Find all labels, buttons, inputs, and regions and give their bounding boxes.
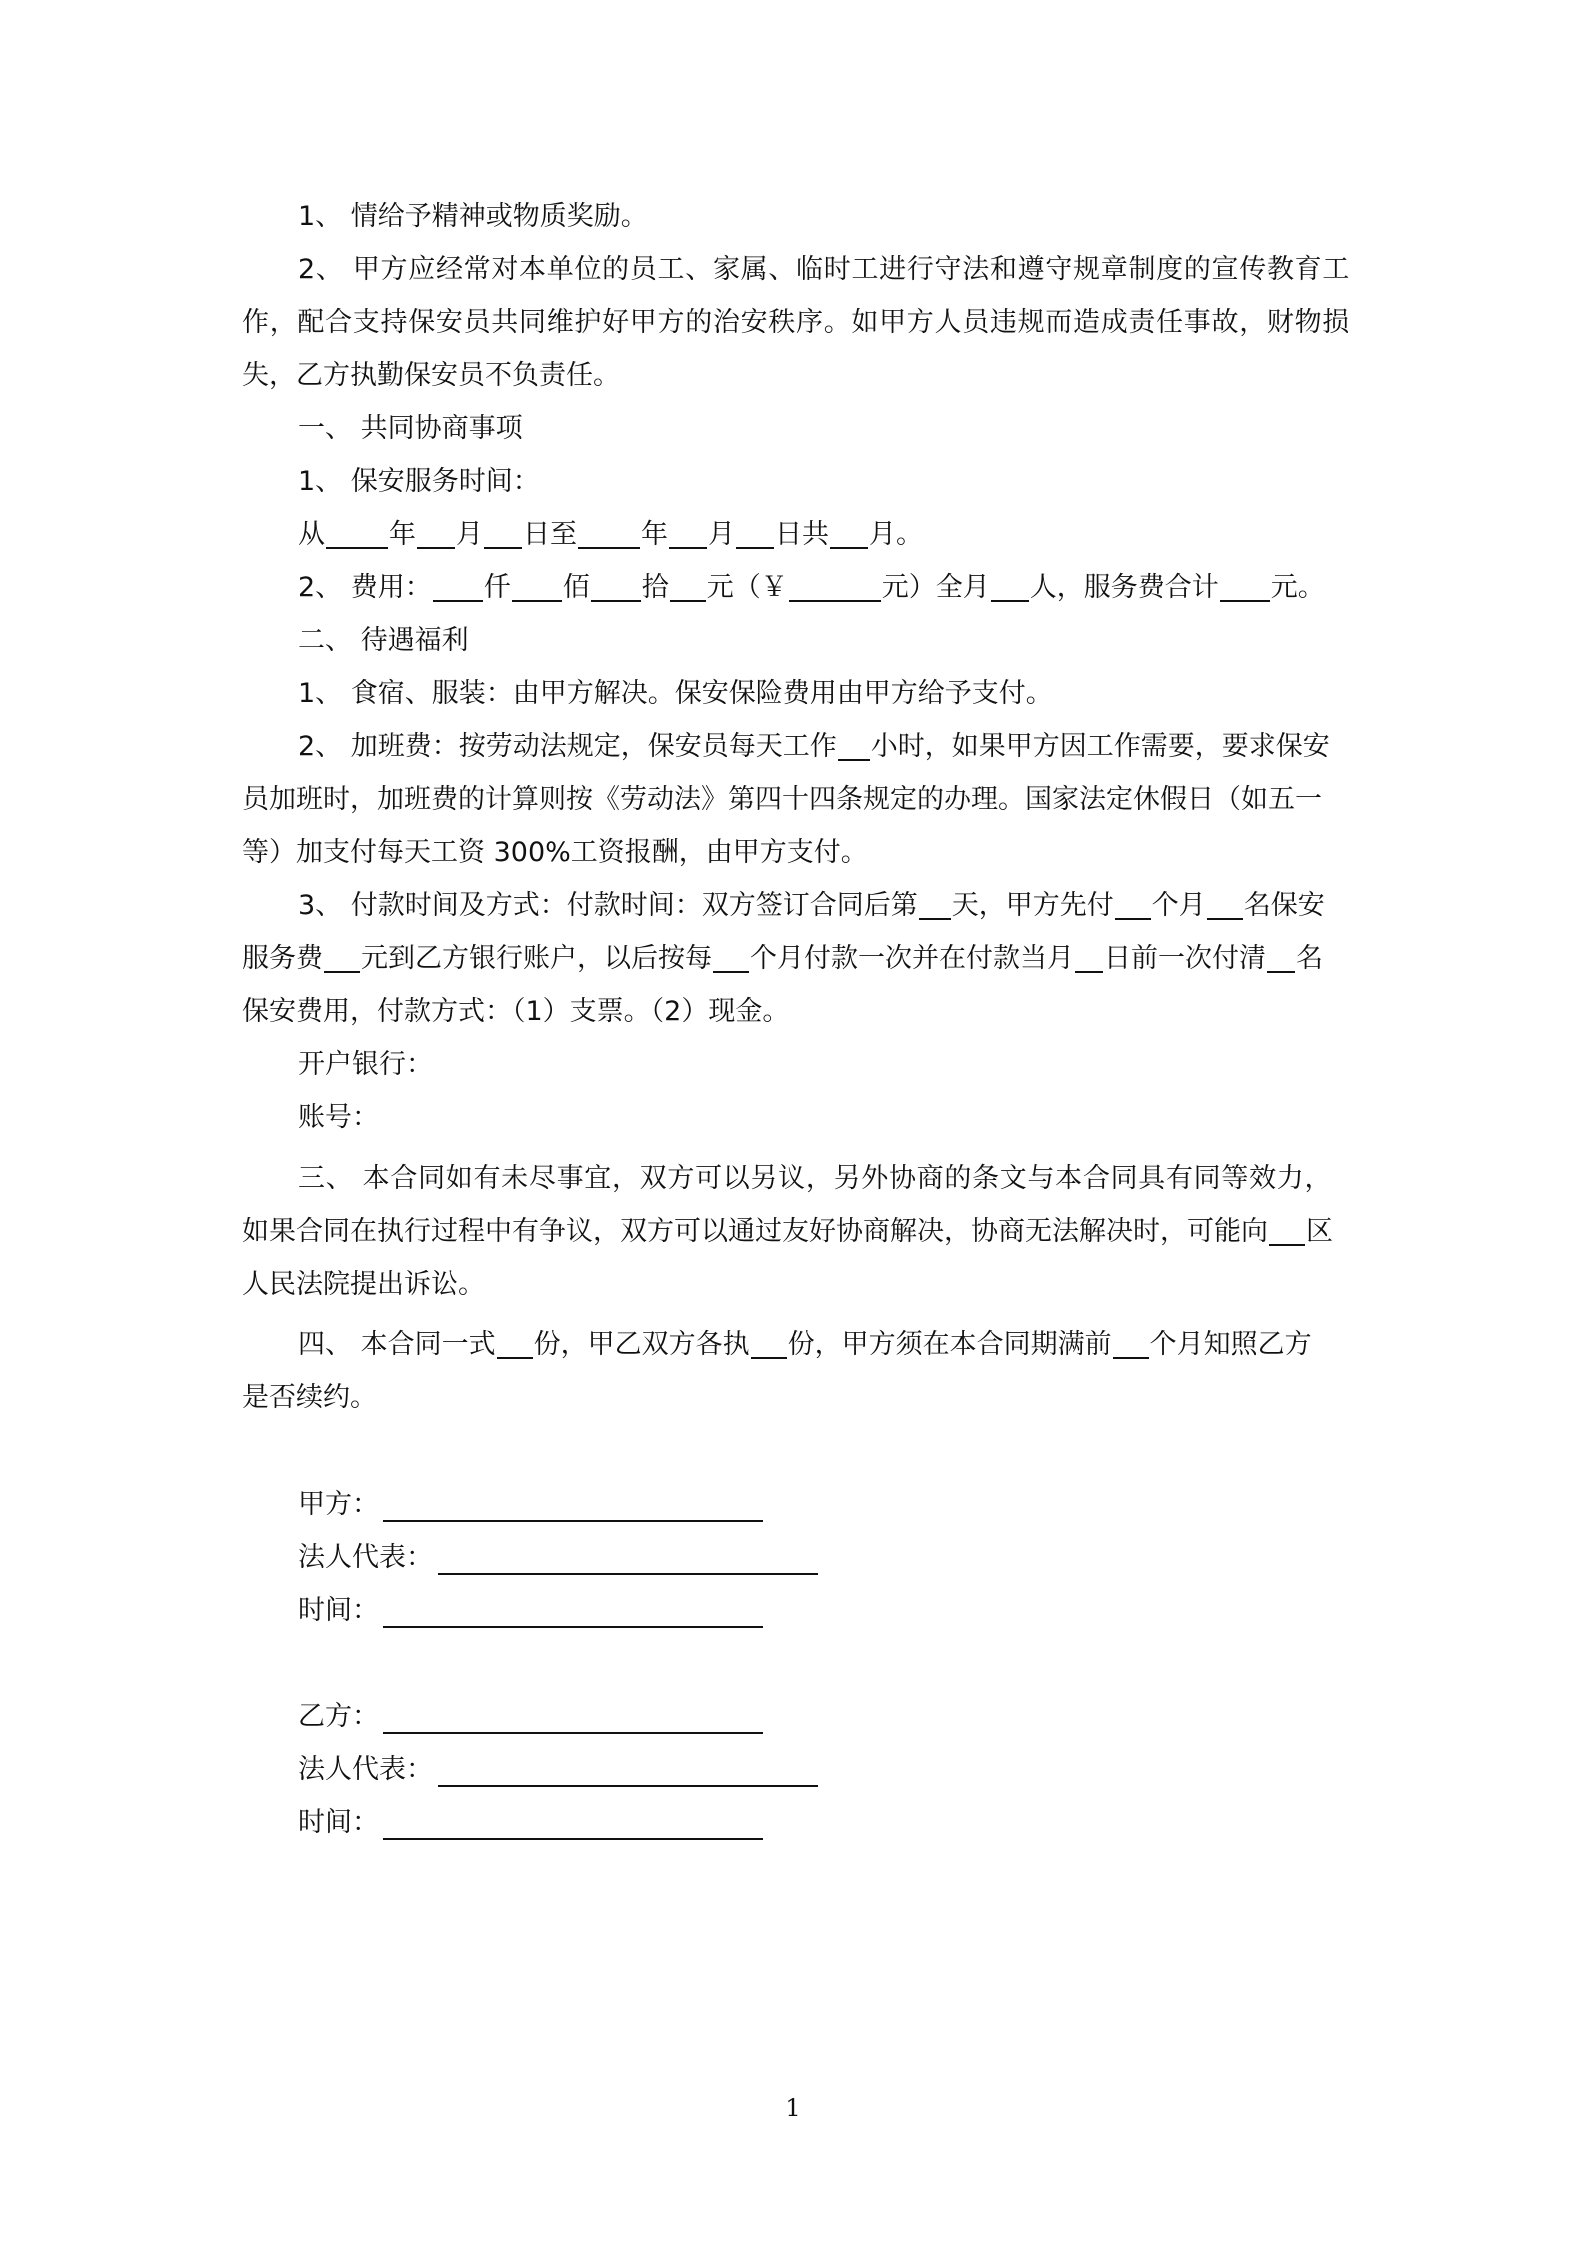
text-part: 四、 本合同一式 bbox=[298, 1329, 496, 1360]
fill-in-blank[interactable] bbox=[417, 513, 455, 549]
fill-in-text bbox=[298, 508, 923, 562]
section-heading bbox=[0, 614, 1586, 668]
fill-in-blank[interactable] bbox=[1267, 937, 1295, 973]
text-part: 佰 bbox=[562, 572, 590, 603]
fill-in-text bbox=[298, 561, 1325, 615]
text-part: 个月 bbox=[1151, 890, 1206, 921]
party-a-signature bbox=[0, 1478, 1586, 1532]
party-b-time bbox=[0, 1796, 1586, 1850]
fill-in-blank[interactable] bbox=[512, 566, 562, 602]
payment-line bbox=[0, 932, 1586, 986]
fill-in-text bbox=[242, 1205, 1333, 1259]
fill-in-text bbox=[242, 932, 1323, 986]
fill-in-text bbox=[298, 720, 1330, 774]
text-part: 拾 bbox=[641, 572, 669, 603]
text-part: 名 bbox=[1296, 943, 1323, 974]
clause-line bbox=[0, 667, 1586, 721]
text-part: 小时，如果甲方因工作需要，要求保安 bbox=[870, 731, 1330, 762]
fill-in-blank[interactable] bbox=[497, 1323, 533, 1359]
line-text: 2、 甲方应经常对本单位的员工、家属、临时工进行守法和遵守规章制度的宣传教育工 bbox=[298, 254, 1351, 285]
clause-line bbox=[0, 1152, 1586, 1206]
fill-in-blank[interactable] bbox=[433, 566, 483, 602]
service-period-line bbox=[0, 508, 1586, 562]
text-part: 服务费 bbox=[242, 943, 323, 974]
text-part: 元到乙方银行账户，以后按每 bbox=[361, 943, 712, 974]
text-part: 2、 费用： bbox=[298, 572, 432, 603]
text-part: 元）全月 bbox=[881, 572, 990, 603]
fill-in-blank[interactable] bbox=[1075, 937, 1103, 973]
party-a-representative bbox=[0, 1531, 1586, 1585]
text-part: 年 bbox=[389, 519, 416, 550]
fill-in-blank[interactable] bbox=[1113, 1323, 1149, 1359]
line-text: 人民法院提出诉讼。 bbox=[242, 1269, 485, 1300]
line-text: 保安费用，付款方式：（1）支票。（2）现金。 bbox=[242, 996, 790, 1027]
text-part: 2、 加班费：按劳动法规定，保安员每天工作 bbox=[298, 731, 837, 762]
text-part: 从 bbox=[298, 519, 325, 550]
text-part: 元（￥ bbox=[706, 572, 788, 603]
account-line bbox=[0, 1091, 1586, 1145]
party-a-signature-field[interactable] bbox=[383, 1520, 763, 1522]
clause-line bbox=[0, 190, 1586, 244]
fill-in-blank[interactable] bbox=[484, 513, 522, 549]
fill-in-blank[interactable] bbox=[919, 884, 951, 920]
text-part: 份，甲乙双方各执 bbox=[533, 1329, 750, 1360]
party-b-time-label: 时间： bbox=[298, 1807, 379, 1838]
text-part: 个月知照乙方 bbox=[1149, 1329, 1312, 1360]
text-part: 个月付款一次并在付款当月 bbox=[750, 943, 1074, 974]
line-text: 失，乙方执勤保安员不负责任。 bbox=[242, 360, 620, 391]
text-part: 年 bbox=[641, 519, 668, 550]
text-part: 日共 bbox=[775, 519, 829, 550]
line-text: 1、 食宿、服装：由甲方解决。保安保险费用由甲方给予支付。 bbox=[298, 678, 1053, 709]
clause-line bbox=[0, 349, 1586, 403]
party-b-label: 乙方： bbox=[298, 1701, 379, 1732]
fill-in-blank[interactable] bbox=[324, 937, 360, 973]
line-text: 1、 情给予精神或物质奖励。 bbox=[298, 201, 648, 232]
party-b-rep-field[interactable] bbox=[438, 1785, 818, 1787]
section-heading bbox=[0, 402, 1586, 456]
text-part: 月 bbox=[456, 519, 483, 550]
fill-in-blank[interactable] bbox=[670, 566, 706, 602]
bank-line bbox=[0, 1038, 1586, 1092]
clause-line bbox=[0, 1258, 1586, 1312]
clause-line bbox=[0, 773, 1586, 827]
fill-in-text bbox=[298, 879, 1325, 933]
fill-in-blank[interactable] bbox=[1207, 884, 1243, 920]
fee-line bbox=[0, 561, 1586, 615]
line-text: 1、 保安服务时间： bbox=[298, 466, 540, 497]
fill-in-blank[interactable] bbox=[669, 513, 707, 549]
party-a-label: 甲方： bbox=[298, 1489, 379, 1520]
party-b-signature-field[interactable] bbox=[383, 1732, 763, 1734]
fill-in-blank[interactable] bbox=[326, 513, 388, 549]
party-b-rep-label: 法人代表： bbox=[298, 1754, 433, 1785]
fill-in-blank[interactable] bbox=[751, 1323, 787, 1359]
fill-in-blank[interactable] bbox=[1220, 566, 1270, 602]
payment-line bbox=[0, 879, 1586, 933]
clause-line bbox=[0, 826, 1586, 880]
fill-in-blank[interactable] bbox=[789, 566, 881, 602]
text-part: 日前一次付清 bbox=[1104, 943, 1266, 974]
text-part: 月。 bbox=[869, 519, 923, 550]
overtime-line bbox=[0, 720, 1586, 774]
line-text: 员加班时，加班费的计算则按《劳动法》第四十四条规定的办理。国家法定休假日（如五一 bbox=[242, 784, 1322, 815]
fill-in-blank[interactable] bbox=[830, 513, 868, 549]
clause-line bbox=[0, 985, 1586, 1039]
party-a-time-field[interactable] bbox=[383, 1626, 763, 1628]
text-part: 如果合同在执行过程中有争议，双方可以通过友好协商解决，协商无法解决时，可能向 bbox=[242, 1216, 1268, 1247]
fill-in-blank[interactable] bbox=[1115, 884, 1151, 920]
clause-line bbox=[0, 1371, 1586, 1425]
party-a-time bbox=[0, 1584, 1586, 1638]
text-part: 日至 bbox=[523, 519, 577, 550]
line-text: 三、 本合同如有未尽事宜，双方可以另议，另外协商的条文与本合同具有同等效力， bbox=[298, 1163, 1333, 1194]
text-part: 区 bbox=[1306, 1216, 1333, 1247]
fill-in-blank[interactable] bbox=[1269, 1210, 1305, 1246]
fill-in-blank[interactable] bbox=[736, 513, 774, 549]
party-b-time-field[interactable] bbox=[383, 1838, 763, 1840]
party-a-rep-label: 法人代表： bbox=[298, 1542, 433, 1573]
clause-line bbox=[0, 455, 1586, 509]
fill-in-blank[interactable] bbox=[713, 937, 749, 973]
text-part: 天，甲方先付 bbox=[951, 890, 1114, 921]
line-text: 二、 待遇福利 bbox=[298, 625, 469, 656]
fill-in-blank[interactable] bbox=[578, 513, 640, 549]
clause-line bbox=[0, 296, 1586, 350]
line-text: 开户银行： bbox=[298, 1049, 433, 1080]
line-text: 账号： bbox=[298, 1102, 379, 1133]
text-part: 仟 bbox=[483, 572, 511, 603]
fill-in-blank[interactable] bbox=[838, 725, 870, 761]
text-part: 月 bbox=[708, 519, 735, 550]
clause-line bbox=[0, 243, 1586, 297]
line-text: 一、 共同协商事项 bbox=[298, 413, 523, 444]
text-part: 人，服务费合计 bbox=[1029, 572, 1219, 603]
page-number: 1 bbox=[785, 2094, 801, 2122]
line-text: 是否续约。 bbox=[242, 1382, 377, 1413]
party-b-representative bbox=[0, 1743, 1586, 1797]
copies-line bbox=[0, 1318, 1586, 1372]
text-part: 元。 bbox=[1270, 572, 1325, 603]
line-text: 等）加支付每天工资 300%工资报酬，由甲方支付。 bbox=[242, 837, 868, 868]
fill-in-blank[interactable] bbox=[991, 566, 1029, 602]
party-a-time-label: 时间： bbox=[298, 1595, 379, 1626]
text-part: 名保安 bbox=[1243, 890, 1325, 921]
party-b-signature bbox=[0, 1690, 1586, 1744]
text-part: 份，甲方须在本合同期满前 bbox=[787, 1329, 1112, 1360]
party-a-rep-field[interactable] bbox=[438, 1573, 818, 1575]
fill-in-blank[interactable] bbox=[591, 566, 641, 602]
dispute-line bbox=[0, 1205, 1586, 1259]
fill-in-text bbox=[298, 1318, 1312, 1372]
line-text: 作，配合支持保安员共同维护好甲方的治安秩序。如甲方人员违规而造成责任事故，财物损 bbox=[242, 307, 1350, 338]
text-part: 3、 付款时间及方式：付款时间：双方签订合同后第 bbox=[298, 890, 918, 921]
